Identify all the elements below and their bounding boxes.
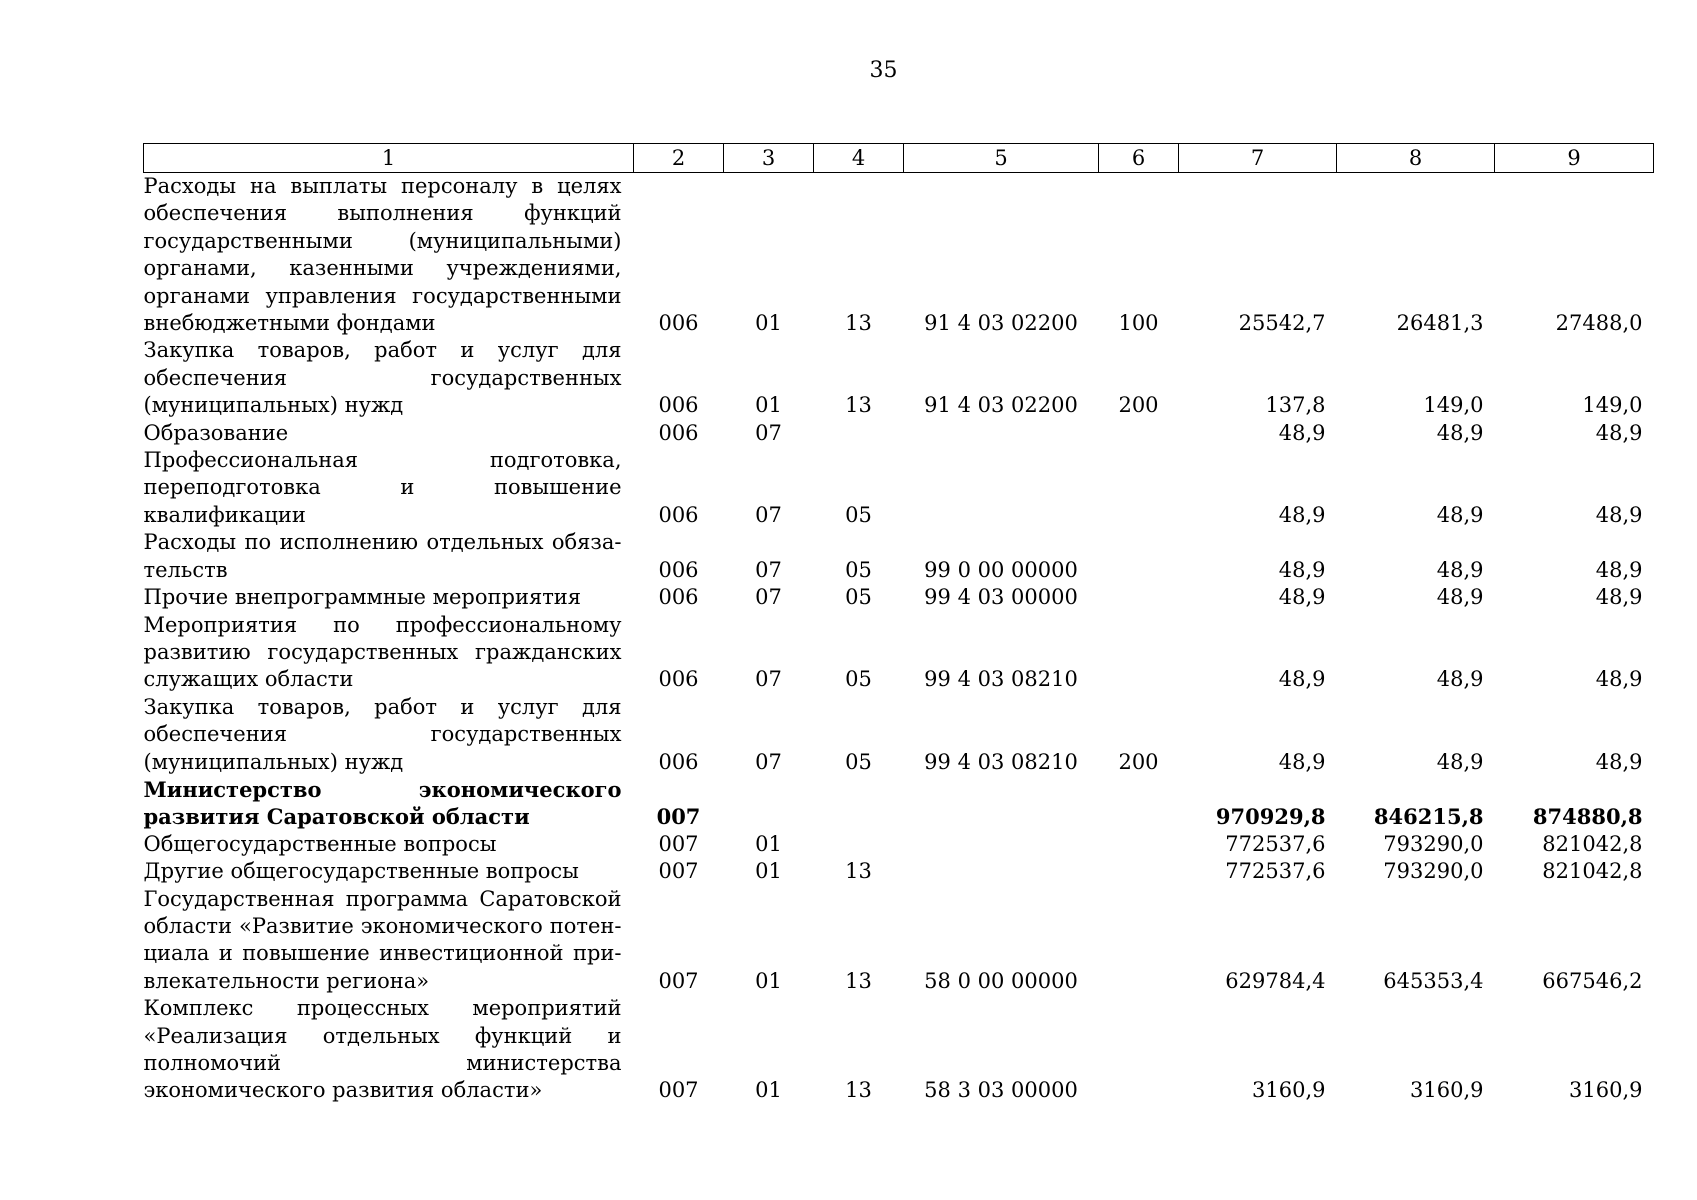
- row-target-article: 58 0 00 00000: [924, 968, 1078, 993]
- row-name: Государственная программа Саратовской области «Развитие экономического потенциала и повышение инвестиционной привлекательности региона»: [143, 886, 622, 993]
- row-subsection-code: 13: [845, 311, 872, 336]
- row-subsection-code: 13: [845, 968, 872, 993]
- row-amount-col7: 3160,9: [1252, 1078, 1326, 1103]
- row-expense-type: [1099, 612, 1179, 694]
- row-amount-col8: 48,9: [1436, 420, 1484, 445]
- row-section-code: 07: [755, 749, 782, 774]
- table-body: [144, 173, 1654, 1105]
- row-target-article: 99 0 00 00000: [924, 557, 1078, 582]
- row-amount-col9: 149,0: [1582, 393, 1643, 418]
- row-name: Профессиональная подготовка, переподготовка и повышение квалификации: [143, 448, 622, 527]
- row-expense-type: 200: [1118, 749, 1159, 774]
- row-amount-col8: 48,9: [1436, 502, 1484, 527]
- table-row: [144, 612, 1654, 694]
- row-name: Общегосударственные вопросы: [143, 831, 497, 856]
- header-col-5: 5: [904, 144, 1099, 173]
- row-section-code: 07: [755, 502, 782, 527]
- row-subsection-code: 05: [845, 557, 872, 582]
- row-section-code: 01: [755, 859, 782, 884]
- row-ministry-code: 006: [658, 667, 699, 692]
- row-section-code: 07: [755, 557, 782, 582]
- row-amount-col7: 48,9: [1278, 420, 1326, 445]
- row-ministry-code: 006: [658, 502, 699, 527]
- table-row: [144, 995, 1654, 1105]
- header-row: [144, 144, 1654, 173]
- row-ministry-code: 007: [656, 804, 701, 830]
- table-row: [144, 173, 1654, 338]
- row-amount-col9: 667546,2: [1542, 968, 1643, 993]
- row-expense-type: [1099, 776, 1179, 831]
- row-name: Расходы на выплаты персоналу в целях обеспечения выполнения функций государственными (муниципальными) органами, казенными учреждениями, органами управления государственными внебюджетными фондами: [143, 174, 622, 336]
- row-ministry-code: 007: [658, 859, 699, 884]
- row-name: Комплекс процессных мероприятий «Реализация отдельных функций и полномочий министерства экономического развития области»: [143, 996, 622, 1103]
- row-expense-type: [1099, 529, 1179, 584]
- row-amount-col8: 48,9: [1436, 557, 1484, 582]
- row-name: Министерство экономического развития Саратовской области: [143, 776, 622, 830]
- row-amount-col9: 821042,8: [1542, 831, 1643, 856]
- header-col-3: 3: [724, 144, 814, 173]
- row-name: Образование: [143, 420, 289, 445]
- row-ministry-code: 006: [658, 311, 699, 336]
- row-subsection-code: [814, 420, 904, 447]
- row-amount-col8: 645353,4: [1383, 968, 1484, 993]
- row-amount-col7: 48,9: [1278, 502, 1326, 527]
- row-amount-col9: 821042,8: [1542, 859, 1643, 884]
- header-col-9: 9: [1495, 144, 1654, 173]
- header-col-8: 8: [1337, 144, 1495, 173]
- row-target-article: [904, 858, 1099, 885]
- row-subsection-code: 05: [845, 667, 872, 692]
- row-expense-type: [1099, 886, 1179, 996]
- row-subsection-code: 13: [845, 859, 872, 884]
- row-amount-col8: 149,0: [1423, 393, 1484, 418]
- row-section-code: 07: [755, 420, 782, 445]
- row-ministry-code: 006: [658, 585, 699, 610]
- header-col-2: 2: [634, 144, 724, 173]
- row-target-article: 91 4 03 02200: [924, 311, 1078, 336]
- header-col-7: 7: [1179, 144, 1337, 173]
- row-section-code: 01: [755, 393, 782, 418]
- row-amount-col7: 629784,4: [1225, 968, 1326, 993]
- row-section-code: [724, 776, 814, 831]
- row-subsection-code: [814, 831, 904, 858]
- row-target-article: 58 3 03 00000: [924, 1078, 1078, 1103]
- row-amount-col7: 25542,7: [1238, 311, 1326, 336]
- row-subsection-code: 05: [845, 585, 872, 610]
- row-subsection-code: 13: [845, 1078, 872, 1103]
- table-row: [144, 776, 1654, 831]
- row-amount-col9: 48,9: [1595, 557, 1643, 582]
- row-subsection-code: [814, 776, 904, 831]
- row-amount-col7: 772537,6: [1225, 831, 1326, 856]
- row-ministry-code: 007: [658, 968, 699, 993]
- row-subsection-code: 13: [845, 393, 872, 418]
- row-amount-col9: 48,9: [1595, 585, 1643, 610]
- row-expense-type: [1099, 420, 1179, 447]
- budget-table: [143, 143, 1654, 1105]
- table-row: [144, 337, 1654, 419]
- row-amount-col9: 48,9: [1595, 502, 1643, 527]
- row-amount-col7: 772537,6: [1225, 859, 1326, 884]
- row-amount-col7: 48,9: [1278, 749, 1326, 774]
- row-subsection-code: 05: [845, 502, 872, 527]
- row-expense-type: 100: [1118, 311, 1159, 336]
- row-amount-col9: 48,9: [1595, 749, 1643, 774]
- row-target-article: [904, 447, 1099, 529]
- row-expense-type: [1099, 858, 1179, 885]
- row-amount-col7: 48,9: [1278, 557, 1326, 582]
- page-number: 35: [869, 58, 898, 83]
- row-ministry-code: 007: [658, 831, 699, 856]
- table-row: [144, 529, 1654, 584]
- row-subsection-code: 05: [845, 749, 872, 774]
- row-expense-type: 200: [1118, 393, 1159, 418]
- table-row: [144, 831, 1654, 858]
- table-header: [144, 144, 1654, 173]
- row-ministry-code: 006: [658, 393, 699, 418]
- row-name: Прочие внепрограммные мероприятия: [143, 585, 582, 610]
- row-amount-col8: 846215,8: [1373, 804, 1484, 830]
- row-amount-col7: 970929,8: [1215, 804, 1326, 830]
- row-target-article: 99 4 03 08210: [924, 749, 1078, 774]
- row-expense-type: [1099, 584, 1179, 611]
- row-section-code: 01: [755, 311, 782, 336]
- table-row: [144, 858, 1654, 885]
- row-ministry-code: 006: [658, 557, 699, 582]
- row-amount-col8: 26481,3: [1396, 311, 1484, 336]
- table-row: [144, 886, 1654, 996]
- row-name: Мероприятия по профессиональному развитию государственных гражданских служащих области: [143, 612, 622, 692]
- row-expense-type: [1099, 995, 1179, 1105]
- row-target-article: 99 4 03 00000: [924, 585, 1078, 610]
- row-amount-col8: 793290,0: [1383, 831, 1484, 856]
- row-name: Другие общегосударственные вопросы: [143, 859, 579, 884]
- row-ministry-code: 006: [658, 420, 699, 445]
- row-target-article: 99 4 03 08210: [924, 667, 1078, 692]
- table-row: [144, 584, 1654, 611]
- row-section-code: 07: [755, 585, 782, 610]
- row-name: Закупка товаров, работ и услуг для обеспечения государственных (муниципальных) нужд: [143, 694, 622, 774]
- row-amount-col7: 137,8: [1265, 393, 1326, 418]
- row-name: Расходы по исполнению отдельных обязательств: [143, 530, 622, 582]
- row-expense-type: [1099, 831, 1179, 858]
- row-amount-col9: 874880,8: [1532, 804, 1643, 830]
- row-amount-col9: 48,9: [1595, 420, 1643, 445]
- row-target-article: 91 4 03 02200: [924, 393, 1078, 418]
- row-amount-col8: 3160,9: [1410, 1078, 1484, 1103]
- row-amount-col7: 48,9: [1278, 585, 1326, 610]
- row-amount-col8: 48,9: [1436, 667, 1484, 692]
- row-section-code: 01: [755, 831, 782, 856]
- row-target-article: [904, 776, 1099, 831]
- table-row: [144, 447, 1654, 529]
- row-target-article: [904, 420, 1099, 447]
- row-ministry-code: 007: [658, 1078, 699, 1103]
- row-name: Закупка товаров, работ и услуг для обеспечения государственных (муниципальных) нужд: [143, 338, 622, 418]
- header-col-1: 1: [144, 144, 634, 173]
- row-ministry-code: 006: [658, 749, 699, 774]
- row-section-code: 07: [755, 667, 782, 692]
- header-col-4: 4: [814, 144, 904, 173]
- row-section-code: 01: [755, 968, 782, 993]
- row-amount-col7: 48,9: [1278, 667, 1326, 692]
- row-section-code: 01: [755, 1078, 782, 1103]
- row-amount-col8: 48,9: [1436, 749, 1484, 774]
- table-row: [144, 420, 1654, 447]
- row-amount-col8: 793290,0: [1383, 859, 1484, 884]
- header-col-6: 6: [1099, 144, 1179, 173]
- row-amount-col9: 3160,9: [1569, 1078, 1643, 1103]
- row-amount-col9: 48,9: [1595, 667, 1643, 692]
- row-amount-col8: 48,9: [1436, 585, 1484, 610]
- table-row: [144, 694, 1654, 776]
- row-amount-col9: 27488,0: [1555, 311, 1643, 336]
- row-target-article: [904, 831, 1099, 858]
- row-expense-type: [1099, 447, 1179, 529]
